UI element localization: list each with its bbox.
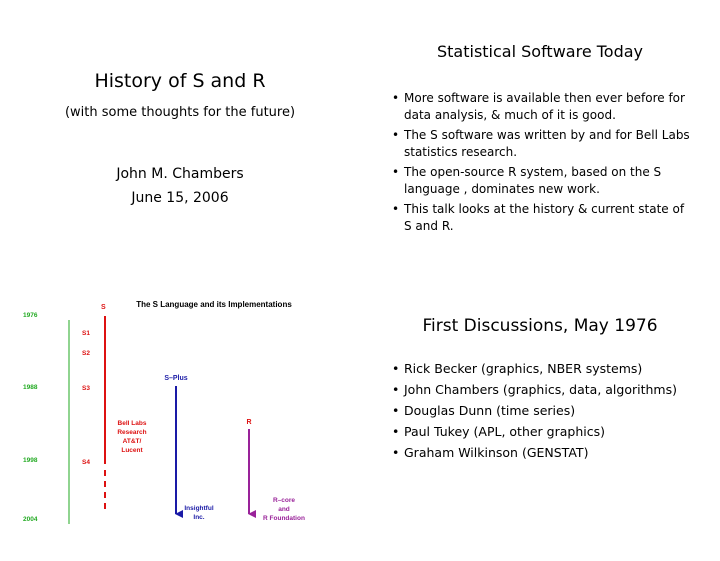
diagram-title: The S Language and its Implementations <box>136 300 292 309</box>
bullet-list <box>392 360 692 465</box>
rcore-label: R Foundation <box>263 515 305 522</box>
slide-subtitle: (with some thoughts for the future) <box>64 105 296 120</box>
slide-title: Statistical Software Today <box>436 42 644 61</box>
version-label: S <box>101 304 106 311</box>
version-label: S1 <box>82 330 90 337</box>
bell-labs-label: AT&T/ <box>122 438 142 445</box>
r-label: R <box>246 419 252 426</box>
insightful-label: Insightful <box>184 505 214 512</box>
first-discussions-slide <box>360 278 720 556</box>
list-item: • Douglas Dunn (time series) <box>392 402 692 420</box>
list-item: • Rick Becker (graphics, NBER systems) <box>392 360 692 378</box>
rcore-label: and <box>278 506 290 513</box>
timeline-diagram <box>0 278 360 557</box>
slide-title: First Discussions, May 1976 <box>422 316 658 336</box>
presentation-date: June 15, 2006 <box>131 190 229 206</box>
list-item: • This talk looks at the history & current state of S and R. <box>392 201 692 235</box>
slide-title: History of S and R <box>94 70 266 92</box>
year-label: 2004 <box>23 516 38 523</box>
list-item: • More software is available then ever before for data analysis, & much of it is good. <box>392 90 692 124</box>
list-item: • The open-source R system, based on the S language , dominates new work. <box>392 164 692 198</box>
timeline-slide <box>0 278 360 556</box>
list-item: • Paul Tukey (APL, other graphics) <box>392 423 692 441</box>
bell-labs-label: Research <box>117 429 147 436</box>
version-label: S4 <box>82 459 90 466</box>
list-item: • The S software was written by and for Bell Labs statistics research. <box>392 127 692 161</box>
list-item: • John Chambers (graphics, data, algorithms) <box>392 381 692 399</box>
bell-labs-label: Lucent <box>121 447 143 454</box>
year-label: 1998 <box>23 457 38 464</box>
author-name: John M. Chambers <box>116 166 244 182</box>
insightful-label: Inc. <box>193 514 205 521</box>
list-item: • Graham Wilkinson (GENSTAT) <box>392 444 692 462</box>
version-label: S3 <box>82 385 90 392</box>
year-label: 1976 <box>23 312 38 319</box>
rcore-label: R–core <box>272 497 296 504</box>
version-label: S2 <box>82 350 90 357</box>
year-label: 1988 <box>23 384 38 391</box>
splus-label: S–Plus <box>164 375 188 382</box>
title-slide <box>0 0 360 278</box>
bell-labs-label: Bell Labs <box>117 420 147 427</box>
statistical-software-slide <box>360 0 720 278</box>
bullet-list <box>392 90 692 238</box>
